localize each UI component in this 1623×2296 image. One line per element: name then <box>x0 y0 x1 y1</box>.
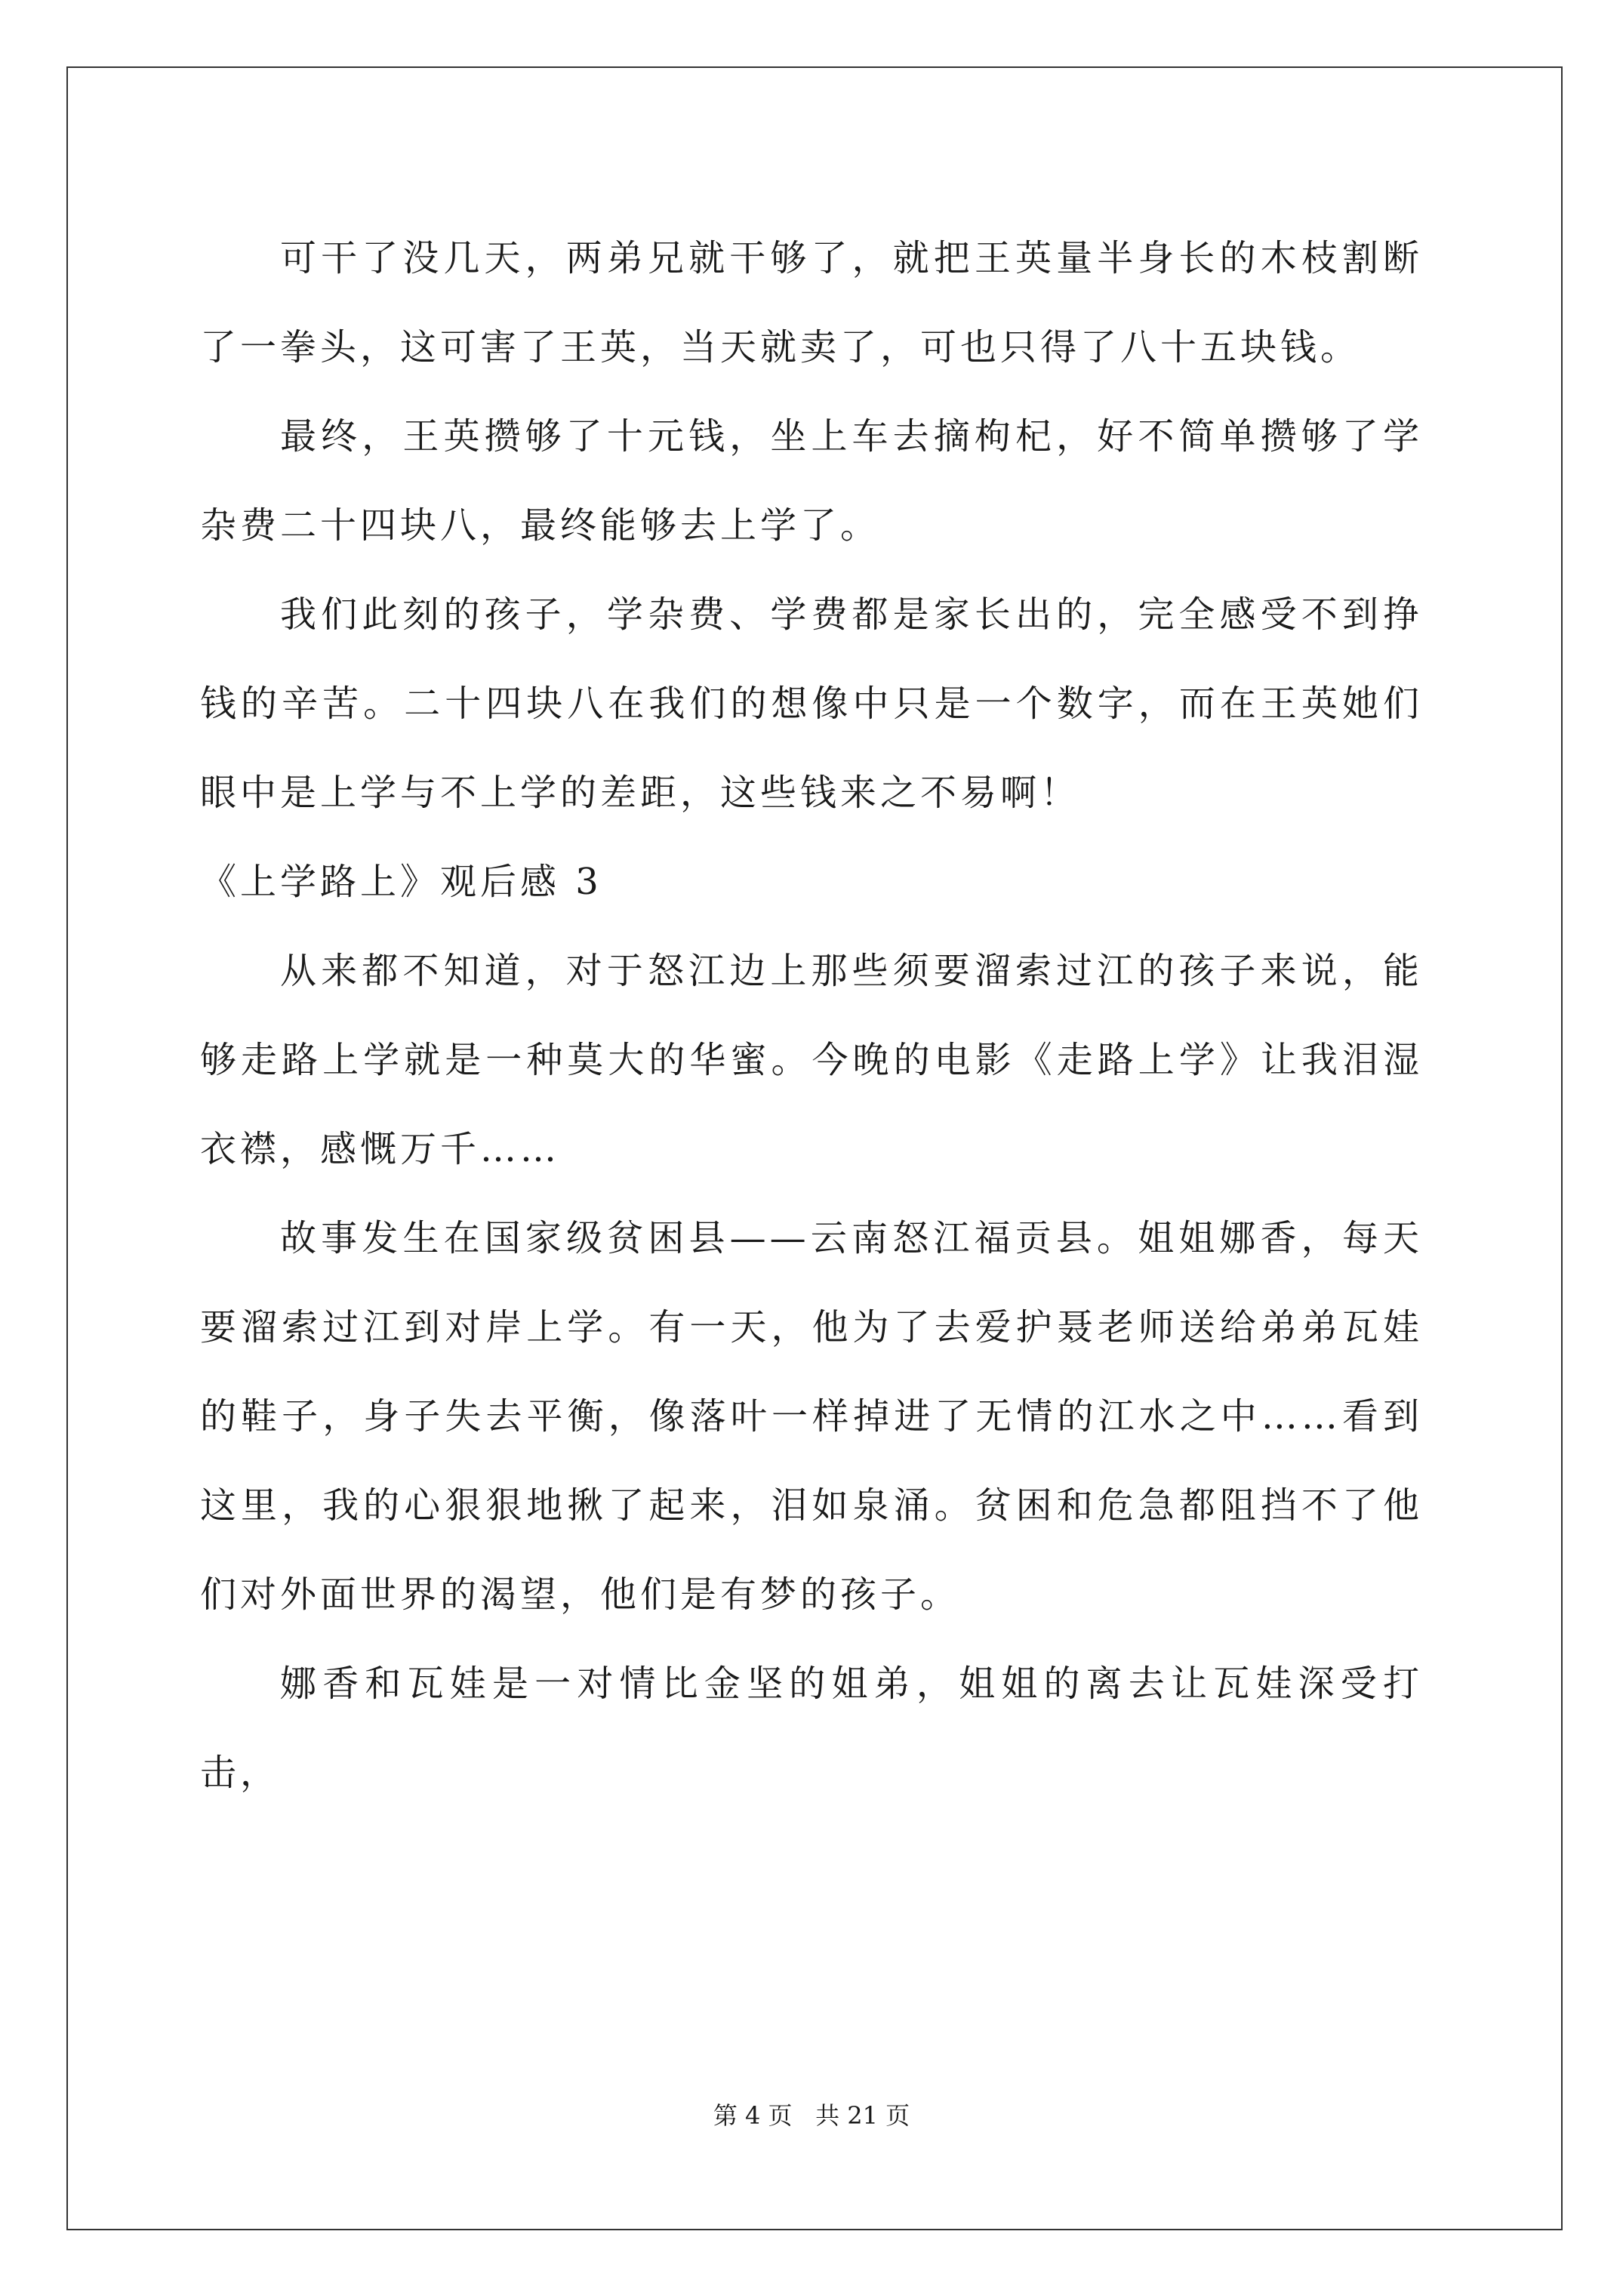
section-paragraph-1: 从来都不知道，对于怒江边上那些须要溜索过江的孩子来说，能够走路上学就是一种莫大的华蜜。今晚的电影《走路上学》让我泪湿衣襟，感慨万千…… <box>200 950 1423 1170</box>
paragraph-2: 最终，王英攒够了十元钱，坐上车去摘枸杞，好不简单攒够了学杂费二十四块八，最终能够去上学了。 <box>200 415 1423 547</box>
section-title: 《上学路上》观后感 3 <box>200 861 602 903</box>
page-number: 第 4 页 <box>713 2101 793 2130</box>
section-paragraph-2: 故事发生在国家级贫困县——云南怒江福贡县。姐姐娜香，每天要溜索过江到对岸上学。有一天，他为了去爱护聂老师送给弟弟瓦娃的鞋子，身子失去平衡，像落叶一样掉进了无情的江水之中……看到这里，我的心狠狠地揪了起来，泪如泉涌。贫困和危急都阻挡不了他们对外面世界的渴望，他们是有梦的孩子。 <box>200 1217 1423 1616</box>
paragraph-3: 我们此刻的孩子，学杂费、学费都是家长出的，完全感受不到挣钱的辛苦。二十四块八在我们的想像中只是一个数字，而在王英她们眼中是上学与不上学的差距，这些钱来之不易啊！ <box>200 593 1423 814</box>
section-paragraph-3: 娜香和瓦娃是一对情比金坚的姐弟，姐姐的离去让瓦娃深受打击， <box>200 1663 1423 1794</box>
document-body <box>200 214 1423 1817</box>
paragraph-1: 可干了没几天，两弟兄就干够了，就把王英量半身长的木枝割断了一拳头，这可害了王英，当天就卖了，可也只得了八十五块钱。 <box>200 237 1423 368</box>
page-footer <box>0 2100 1623 2131</box>
total-pages: 共 21 页 <box>815 2101 910 2130</box>
